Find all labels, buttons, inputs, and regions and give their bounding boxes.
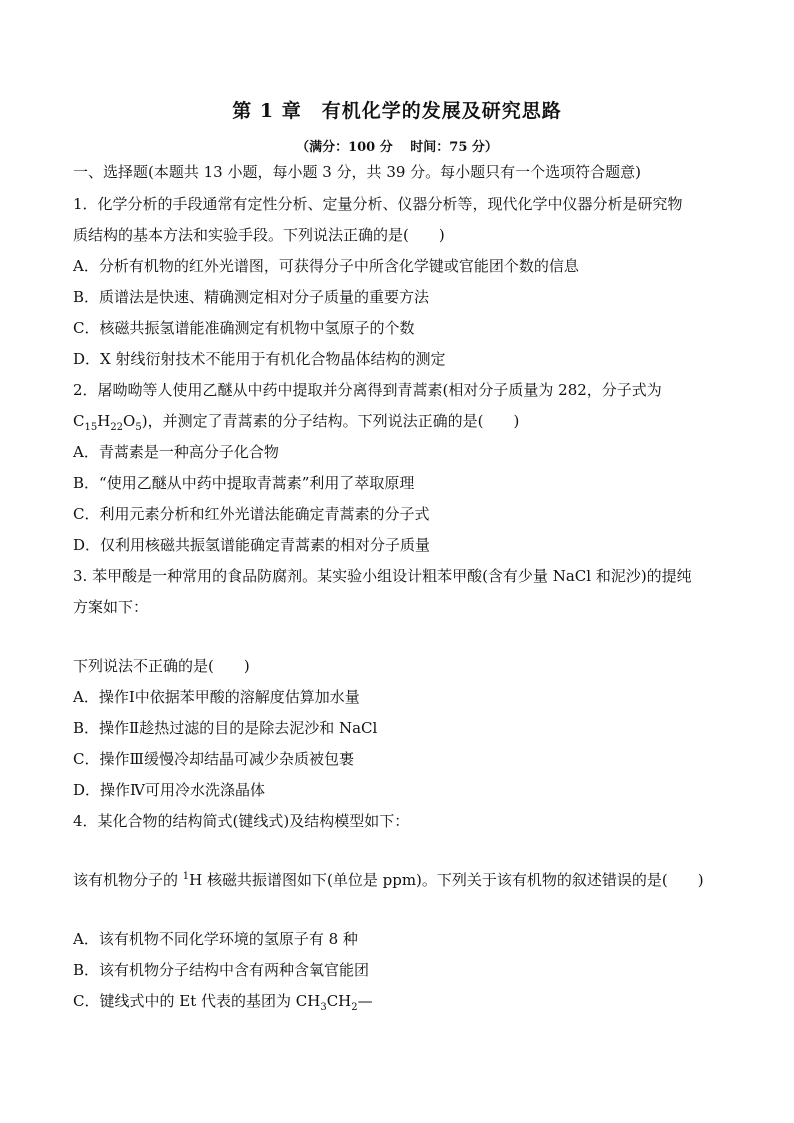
q2-option-a: A．青蒿素是一种高分子化合物 [73, 443, 279, 461]
q4-option-c [73, 991, 373, 1011]
q4-optc-sub1: 3 [320, 1002, 327, 1013]
section-heading: 一、选择题(本题共 13 小题，每小题 3 分，共 39 分。每小题只有一个选项符合题意) [73, 163, 642, 181]
formula-o: O [123, 412, 136, 430]
q1-option-c: C．核磁共振氢谱能准确测定有机物中氢原子的个数 [73, 319, 415, 337]
q4-optc-post: — [357, 992, 373, 1010]
q4-nmr-pre: 该有机物分子的 [73, 871, 183, 889]
q4-optc-sub2: 2 [351, 1002, 358, 1013]
q3-question: 下列说法不正确的是( ) [73, 657, 250, 675]
formula-c-count: 15 [84, 422, 98, 433]
q1-stem-line1: 1．化学分析的手段通常有定性分析、定量分析、仪器分析等，现代化学中仪器分析是研究物 [73, 195, 683, 213]
q3-option-c: C．操作Ⅲ缓慢冷却结晶可减少杂质被包裹 [73, 750, 354, 768]
q2-option-d: D．仅利用核磁共振氢谱能确定青蒿素的相对分子质量 [73, 536, 431, 554]
formula-o-count: 5 [135, 422, 142, 433]
q4-nmr-post: H 核磁共振谱图如下(单位是 ppm)。下列关于该有机物的叙述错误的是( ) [189, 871, 704, 889]
q3-option-d: D．操作Ⅳ可用冷水洗涤晶体 [73, 781, 266, 799]
page-title: 第 1 章 有机化学的发展及研究思路 [232, 100, 562, 122]
q4-optc-pre: C．键线式中的 Et 代表的基团为 CH [73, 992, 321, 1010]
formula-h: H [97, 412, 111, 430]
q1-option-a: A．分析有机物的红外光谱图，可获得分子中所含化学键或官能团个数的信息 [73, 257, 579, 275]
q4-option-b: B．该有机物分子结构中含有两种含氧官能团 [73, 961, 370, 979]
q3-option-a: A．操作Ⅰ中依据苯甲酸的溶解度估算加水量 [73, 688, 360, 706]
q4-nmr-sup: 1 [182, 871, 190, 882]
q2-stem-rest: )，并测定了青蒿素的分子结构。下列说法正确的是( ) [141, 412, 520, 430]
q3-stem-line2: 方案如下： [73, 598, 149, 616]
q4-option-a: A．该有机物不同化学环境的氢原子有 8 种 [73, 930, 358, 948]
q2-option-b: B．“使用乙醚从中药中提取青蒿素”利用了萃取原理 [73, 474, 415, 492]
formula-c: C [73, 412, 85, 430]
exam-info: （满分：100 分 时间：75 分） [296, 140, 498, 155]
q3-stem-line1: 3. 苯甲酸是一种常用的食品防腐剂。某实验小组设计粗苯甲酸(含有少量 NaCl 和泥沙)的提纯 [73, 567, 692, 585]
q2-option-c: C．利用元素分析和红外光谱法能确定青蒿素的分子式 [73, 505, 430, 523]
q1-stem-line2: 质结构的基本方法和实验手段。下列说法正确的是( ) [73, 226, 445, 244]
q1-option-d: D．X 射线衍射技术不能用于有机化合物晶体结构的测定 [73, 350, 446, 368]
q4-optc-mid: CH [326, 992, 352, 1010]
q2-stem-line2 [73, 411, 519, 431]
q4-nmr-line [73, 870, 704, 890]
q1-option-b: B．质谱法是快速、精确测定相对分子质量的重要方法 [73, 288, 430, 306]
q3-option-b: B．操作Ⅱ趁热过滤的目的是除去泥沙和 NaCl [73, 719, 378, 737]
q2-stem-line1: 2．屠呦呦等人使用乙醚从中药中提取并分离得到青蒿素(相对分子质量为 282，分子式为 [73, 381, 662, 399]
q4-stem: 4．某化合物的结构简式(键线式)及结构模型如下： [73, 812, 410, 830]
formula-h-count: 22 [110, 422, 124, 433]
